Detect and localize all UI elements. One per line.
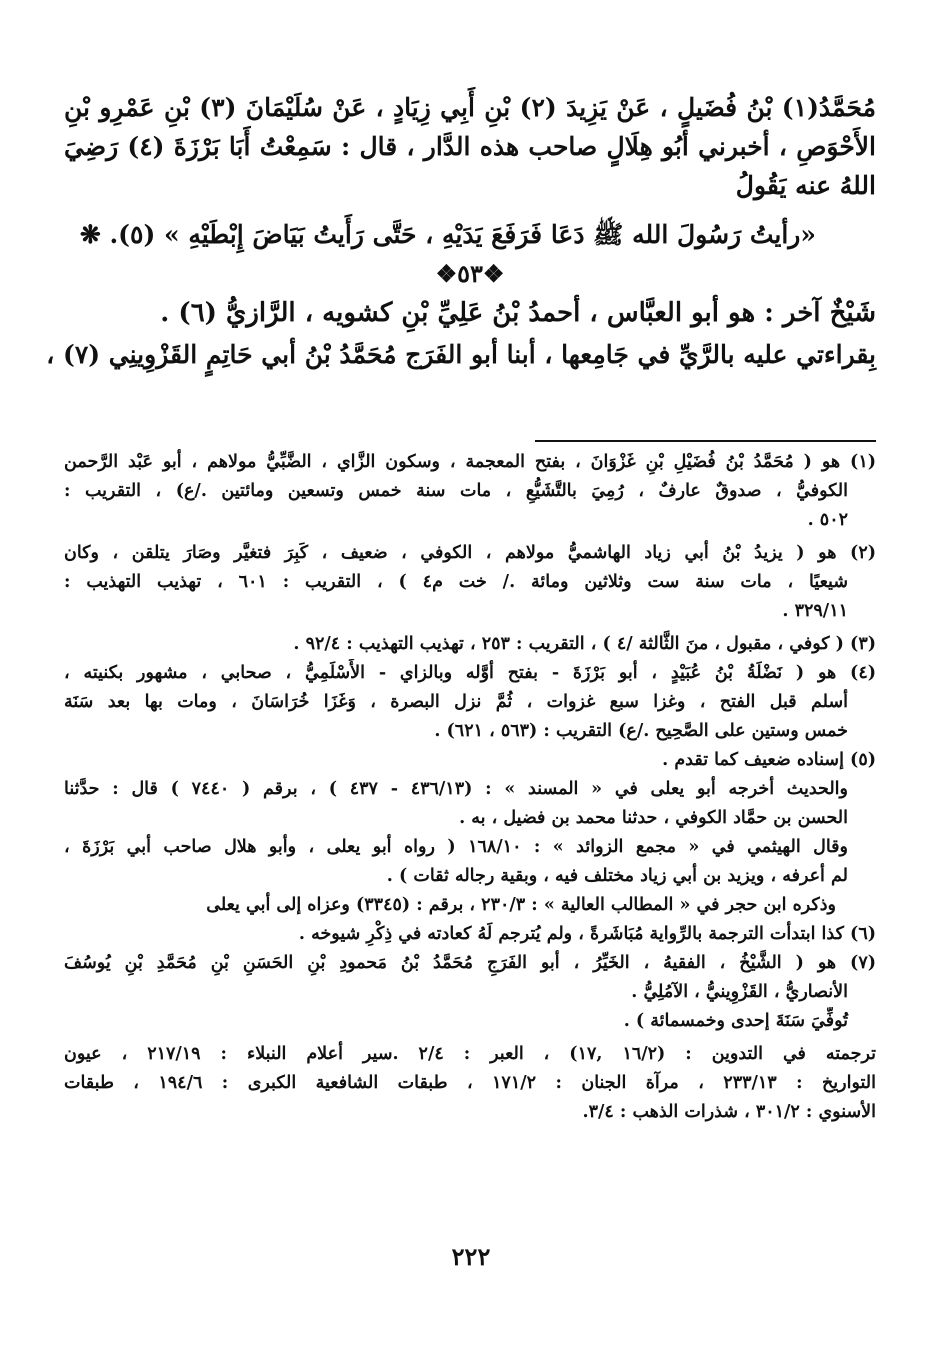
footnote-5-line: وذكره ابن حجر في « المطالب العالية » : ٢٣٠/٣ ، برقم : (٣٣٤٥) وعزاه إلى أبي يعلى <box>206 895 836 915</box>
footnote-7-line: التواريخ : ٢٣٣/١٣ ، مرآة الجنان : ١٧١/٢ ، طبقات الشافعية الكبرى : ١٩٤/٦ ، طبقات <box>64 1073 876 1093</box>
footnote-5-line: لم أعرفه ، ويزيد بن أبي زياد مختلف فيه ، وبقية رجاله ثقات ) . <box>386 866 848 886</box>
footnote-7-line: الأسنوي : ٣٠١/٢ ، شذرات الذهب : ٣/٤. <box>582 1102 876 1122</box>
footnote-7-line: ترجمته في التدوين : (١٦/٢ ,١٧) ، العبر : ٢/٤ .سير أعلام النبلاء : ٢١٧/١٩ ، عيون <box>64 1044 876 1064</box>
hadith-text: «رأيتُ رَسُولَ الله ﷺ دَعَا فَرَفَعَ يَدَيْهِ ، حَتَّى رَأَيتُ بَيَاضَ إِبْطَيْهِ » (٥). ❋ <box>79 220 816 249</box>
footnote-7: (٧) هو ( الشَّيْخُ ، الفقيهُ ، الخَيِّرُ ، أبو الفَرَجِ مُحَمَّدُ بْنُ مَحمودِ بْنِ الحَسَنِ بْنِ مُحَمَّدِ بْنِ يُوسُفَ <box>64 953 876 973</box>
footnote-5-line: وقال الهيثمي في « مجمع الزوائد » : ١٦٨/١٠ ( رواه أبو يعلى ، وأبو هلال صاحب أبي بَرْزَةَ ، <box>64 837 848 857</box>
section-number: ❖٥٣❖ <box>435 259 505 288</box>
main-text-line: الأَحْوَصِ ، أخبرني أبُو هِلَالٍ صاحب هذه الدَّار ، قال : سَمِعْتُ أَبَا بَرْزَةَ (٤) رَضِيَ <box>64 132 877 161</box>
footnote-2: (٢) هو ( يزيدُ بْنُ أبي زياد الهاشميُّ مولاهم ، الكوفي ، ضعيف ، كَبِرَ فتغيَّر وصَارَ يتلقن ، وكان <box>64 543 876 563</box>
footnote-5-line: الحسن بن حمَّاد الكوفي ، حدثنا محمد بن فضيل ، به . <box>459 808 848 828</box>
footnote-7-line: تُوفِّيَ سَنَةَ إحدى وخمسمائة ) . <box>623 1011 848 1031</box>
footnote-1-line: ٥٠٢ . <box>807 510 848 530</box>
main-text-line: بِقراءتي عليه بالرَّيِّ في جَامِعها ، أبنا أبو الفَرَج مُحَمَّدُ بْنُ أبي حَاتِمٍ القَزْوِينِي (٧) ، <box>46 340 876 369</box>
footnote-2-line: شيعيًا ، مات سنة ست وثلاثين ومائة ./ خت م٤ ) ، التقريب : ٦٠١ ، تهذيب التهذيب : <box>64 572 849 592</box>
footnote-2-line: ٣٢٩/١١ . <box>782 601 848 621</box>
page-number: ٢٢٢ <box>451 1242 491 1271</box>
footnote-7-line: الأنصاريُّ ، القَزْوِينيُّ ، الآمُلِيُّ . <box>631 982 848 1002</box>
footnote-6: (٦) كذا ابتدأت الترجمة بالرِّواية مُبَاشَرةً ، ولم يُترجم لَهُ كعادته في ذِكْرِ شيوخه . <box>298 924 876 944</box>
main-text <box>46 88 877 374</box>
sheikh-heading: شَيْخٌ آخر : هو أبو العبَّاس ، أحمدُ بْنُ عَلِيِّ بْنِ كشويه ، الرَّازيُّ (٦) . <box>160 298 876 328</box>
main-text-line: اللهُ عنه يَقُولُ <box>735 171 876 200</box>
footnote-1-line: الكوفيُّ ، صدوقٌ عارفٌ ، رُمِيَ بالتَّشَيُّعِ ، مات سنة خمس وتسعين ومائتين ./ع) ، التقريب : <box>64 481 848 501</box>
footnote-5-line: والحديث أخرجه أبو يعلى في « المسند » : (٤٣٦/١٣ - ٤٣٧ ) ، برقم ( ٧٤٤٠ ) قال : حدَّثنا <box>64 779 848 799</box>
footnote-3: (٣) ( كوفي ، مقبول ، منَ الثَّالثة /٤ ) ، التقريب : ٢٥٣ ، تهذيب التهذيب : ٩٢/٤ . <box>293 634 876 654</box>
footnote-4: (٤) هو ( نَضْلَةُ بْنُ عُبَيْدٍ ، أبو بَرْزَةَ - بفتح أوَّله وبالزاي - الأَسْلَمِيُّ ، صحابي ، مشهور بكنيته ، <box>64 663 876 683</box>
footnote-4-line: أسلم قبل الفتح ، وغزا سبع غزوات ، ثُمَّ نزل البصرة ، وَغَزَا خُرَاسَانَ ، ومات بها بعد سَنَة <box>64 692 848 712</box>
footnote-divider <box>535 440 876 442</box>
footnotes <box>64 448 876 1127</box>
footnote-1: (١) هو ( مُحَمَّدُ بْنُ فُضَيْلِ بْنِ غَزْوَانَ ، بفتح المعجمة ، وسكون الزَّاي ، الضَّبِّيُّ مولاهم ، أبو عَبْد الرَّحمن <box>64 452 876 472</box>
footnote-4-line: خمس وستين على الصَّحِيح ./ع) التقريب : (٥٦٣ ، ٦٢١) . <box>434 721 848 741</box>
footnote-5: (٥) إسناده ضعيف كما تقدم . <box>662 750 876 770</box>
main-text-line: مُحَمَّدُ(١) بْنُ فُضَيلٍ ، عَنْ يَزِيدَ (٢) بْنِ أَبِي زِيَادٍ ، عَنْ سُلَيْمَانَ (٣) بْنِ عَمْرِو بْنِ <box>64 93 877 122</box>
